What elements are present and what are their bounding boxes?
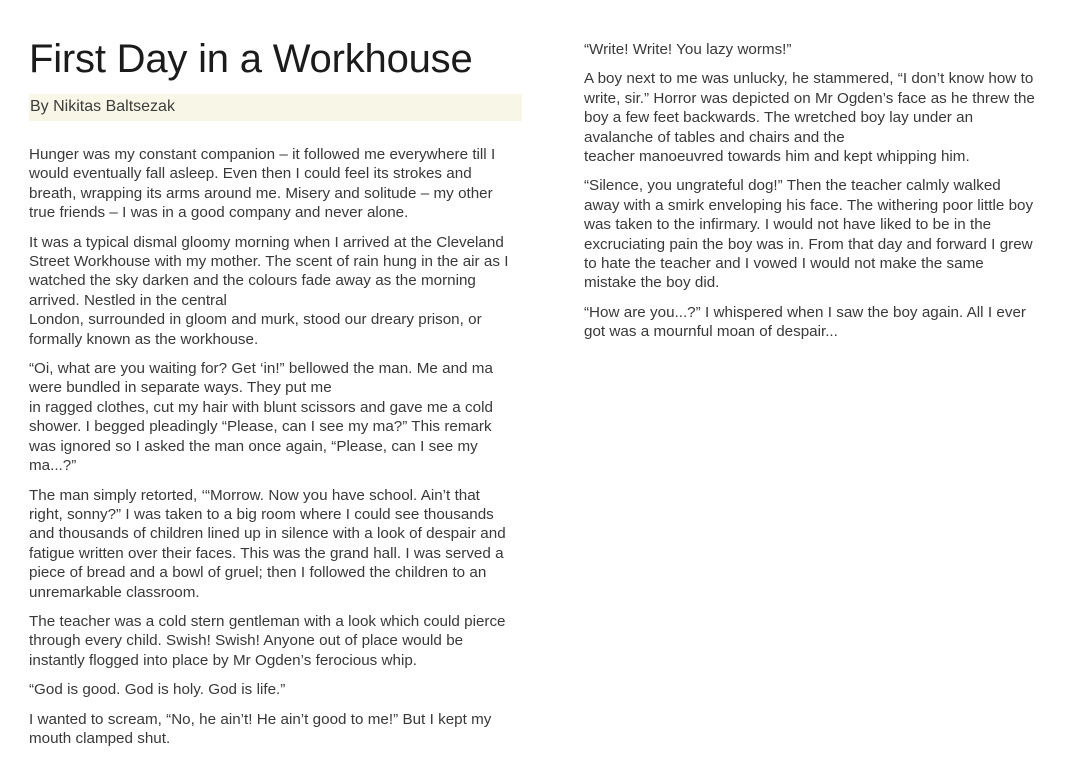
right-column-body bbox=[584, 40, 1036, 342]
paragraph: “Oi, what are you waiting for? Get ‘in!” bellowed the man. Me and ma were bundled in separate ways. They put me in ragged clothes, cut my hair with blunt scissors and gave me a cold shower. I begged pleadingly “Please, can I see my ma?” This remark was ignored so I asked the man once again, “Please, can I see my ma...?” bbox=[29, 360, 493, 475]
paragraph: I wanted to scream, “No, he ain’t! He ain’t good to me!” But I kept my mouth clamped shut. bbox=[29, 710, 492, 747]
right-column bbox=[546, 0, 1080, 342]
paragraph: It was a typical dismal gloomy morning when I arrived at the Cleveland Street Workhouse with my mother. The scent of rain hung in the air as I watched the sky darken and the colours fade away as the morning arrived. Nestled in the central London, surrounded in gloom and murk, stood our dreary prison, or formally known as the workhouse. bbox=[29, 233, 509, 348]
paragraph: “Silence, you ungrateful dog!” Then the teacher calmly walked away with a smirk enveloping his face. The withering poor little boy was taken to the infirmary. I would not have liked to be in the excruciating pain the boy was in. From that day and forward I grew to hate the teacher and I vowed I would not make the same mistake the boy did. bbox=[584, 177, 1034, 292]
left-column bbox=[0, 0, 546, 748]
paragraph: “How are you...?” I whispered when I saw the boy again. All I ever got was a mournful moan of despair... bbox=[584, 303, 1026, 341]
page-title: First Day in a Workhouse bbox=[29, 37, 473, 81]
paragraph: “Write! Write! You lazy worms!” bbox=[584, 41, 792, 58]
left-column-body bbox=[29, 145, 516, 748]
paragraph: Hunger was my constant companion – it followed me everywhere till I would eventually fall asleep. Even then I could feel its strokes and breath, wrapping its arms around me. Misery and solitude – my other true friends – I was in a good company and never alone. bbox=[29, 146, 496, 222]
paragraph: A boy next to me was unlucky, he stammered, “I don’t know how to write, sir.” Horror was depicted on Mr Ogden’s face as he threw the boy a few feet backwards. The wretched boy lay under an avalanche of tables and chairs and the teacher manoeuvred towards him and kept whipping him. bbox=[584, 70, 1035, 166]
paragraph: The man simply retorted, ‘“Morrow. Now you have school. Ain’t that right, sonny?” I was taken to a big room where I could see thousands and thousands of children lined up in silence with a look of despair and fatigue written over their faces. This was the grand hall. I was served a piece of bread and a bowl of gruel; then I followed the children to an unremarkable classroom. bbox=[29, 486, 506, 601]
byline-highlight-band bbox=[29, 94, 522, 121]
paragraph: The teacher was a cold stern gentleman with a look which could pierce through every child. Swish! Swish! Anyone out of place would be instantly flogged into place by Mr Ogden’s ferocious whip. bbox=[29, 612, 506, 669]
paragraph: “God is good. God is holy. God is life.” bbox=[29, 681, 286, 699]
byline-author: By Nikitas Baltsezak bbox=[30, 98, 175, 115]
